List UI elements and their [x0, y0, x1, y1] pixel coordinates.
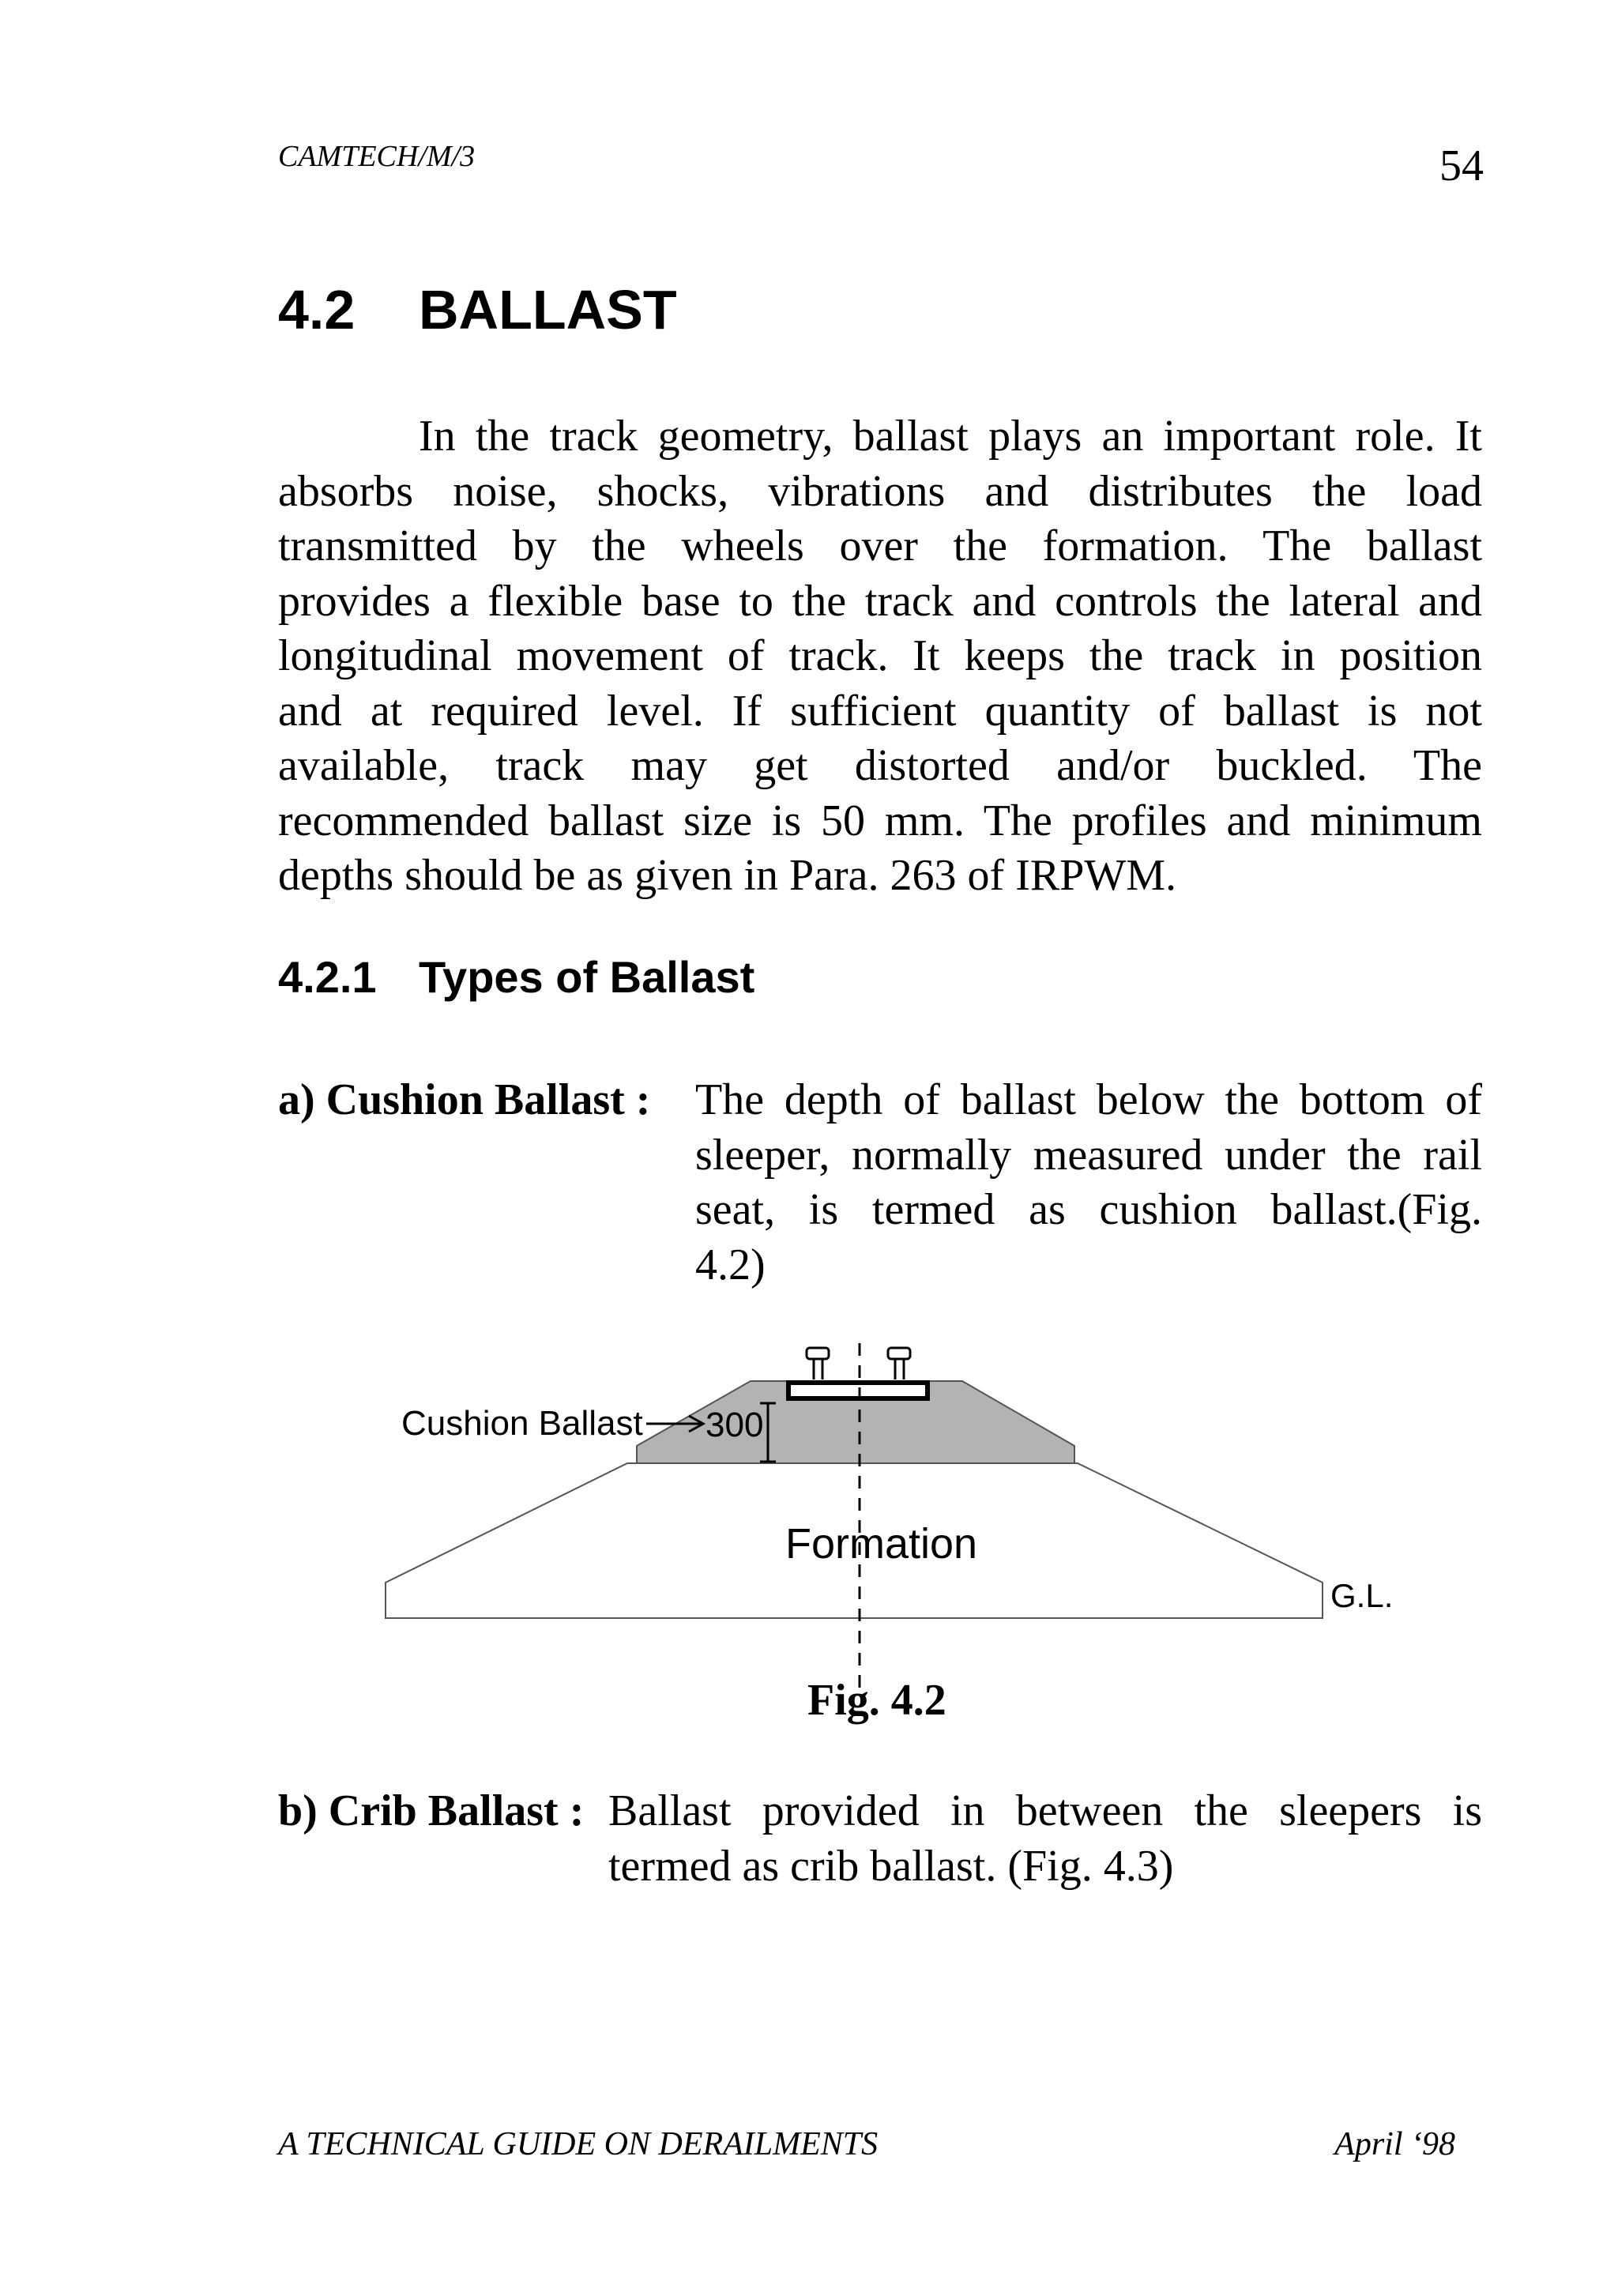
- definition-term: b) Crib Ballast :: [278, 1786, 585, 1835]
- section-number: 4.2: [278, 279, 356, 341]
- label-cushion-ballast: Cushion Ballast: [401, 1404, 643, 1443]
- paragraph-line: absorbs noise, shocks, vibrations and distributes the load: [278, 466, 1482, 516]
- definition-line: sleeper, normally measured under the rail: [695, 1130, 1482, 1180]
- section-title: BALLAST: [419, 279, 677, 341]
- paragraph-line: transmitted by the wheels over the formation. The ballast: [278, 521, 1482, 570]
- footer-date: April ‘98: [1334, 2126, 1455, 2162]
- paragraph-line: and at required level. If sufficient quantity of ballast is not: [278, 686, 1482, 736]
- paragraph-line: depths should be as given in Para. 263 of IRPWM.: [278, 851, 1176, 900]
- definition-line: The depth of ballast below the bottom of: [695, 1075, 1482, 1124]
- footer-title: A TECHNICAL GUIDE ON DERAILMENTS: [278, 2126, 879, 2162]
- rail-left-icon: [807, 1348, 829, 1379]
- definition-line: seat, is termed as cushion ballast.(Fig.: [695, 1185, 1482, 1234]
- label-formation: Formation: [785, 1520, 978, 1568]
- sleeper-icon: [788, 1383, 928, 1398]
- definition-line: 4.2): [695, 1240, 766, 1289]
- definition-body: [608, 1784, 1482, 1894]
- definition-line: Ballast provided in between the sleepers is: [608, 1786, 1482, 1835]
- paragraph-line: available, track may get distorted and/or buckled. The: [278, 741, 1482, 790]
- definition-line: termed as crib ballast. (Fig. 4.3): [608, 1841, 1174, 1891]
- subsection-title: Types of Ballast: [419, 952, 755, 1002]
- label-ground-level: G.L.: [1330, 1577, 1394, 1614]
- paragraph-line: provides a flexible base to the track and controls the lateral and: [278, 576, 1482, 626]
- paragraph-line: In the track geometry, ballast plays an important role. It: [419, 412, 1482, 461]
- header-page-number: 54: [1439, 141, 1484, 190]
- header-doc-code: CAMTECH/M/3: [278, 140, 476, 173]
- paragraph-line: recommended ballast size is 50 mm. The profiles and minimum: [278, 796, 1482, 845]
- definition-term: a) Cushion Ballast :: [278, 1075, 651, 1124]
- definition-crib-ballast: [278, 1784, 1482, 1895]
- rail-right-icon: [888, 1348, 910, 1379]
- figure-caption: Fig. 4.2: [807, 1676, 946, 1725]
- subsection-number: 4.2.1: [278, 952, 377, 1002]
- paragraph-line: longitudinal movement of track. It keeps the track in position: [278, 631, 1482, 680]
- label-depth: 300: [706, 1406, 764, 1444]
